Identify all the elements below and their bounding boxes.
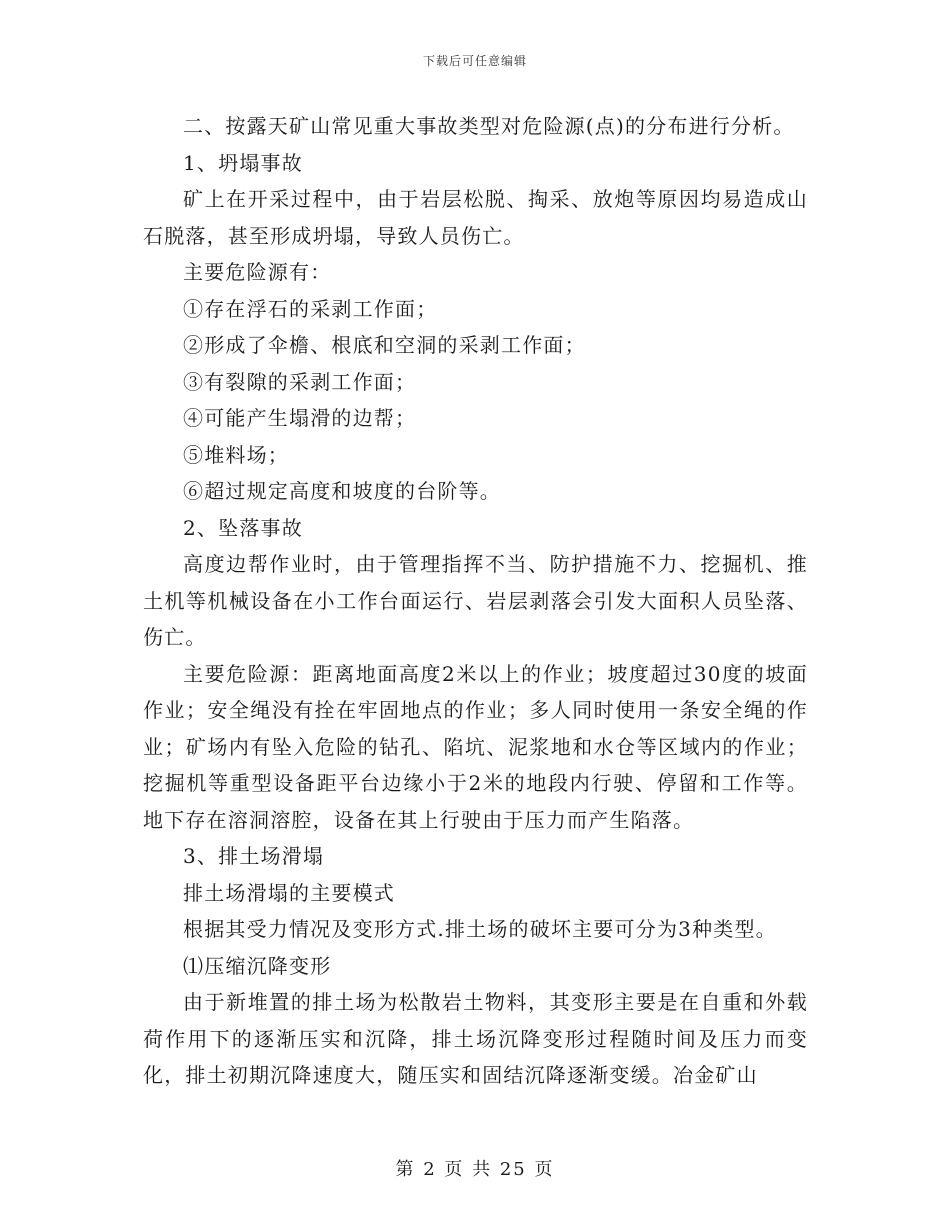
paragraph: 高度边帮作业时，由于管理指挥不当、防护措施不力、挖掘机、推土机等机械设备在小工作台面运行、岩层剥落会引发大面积人员坠落、伤亡。 bbox=[143, 552, 808, 649]
section-heading: 1、坍塌事故 bbox=[183, 150, 303, 175]
paragraph: 二、按露天矿山常见重大事故类型对危险源(点)的分布进行分析。 bbox=[183, 114, 795, 138]
page-number-footer: 第 2 页 共 25 页 bbox=[395, 1159, 555, 1180]
paragraph: 由于新堆置的排土场为松散岩土物料，其变形主要是在自重和外载荷作用下的逐渐压实和沉降，排土场沉降变形过程随时间及压力而变化，排土初期沉降速度大，随压实和固结沉降逐渐变缓。冶金矿山 bbox=[143, 990, 808, 1087]
list-item: ④可能产生塌滑的边帮； bbox=[183, 406, 417, 430]
list-item: ②形成了伞檐、根底和空洞的采剥工作面； bbox=[183, 333, 586, 357]
page-header-note: 下载后可任意编辑 bbox=[422, 54, 527, 68]
list-item: ①存在浮石的采剥工作面； bbox=[183, 296, 438, 321]
list-item: ③有裂隙的采剥工作面； bbox=[183, 369, 417, 394]
section-heading: 2、坠落事故 bbox=[183, 515, 303, 540]
paragraph: 主要危险源：距离地面高度2米以上的作业；坡度超过30度的坡面作业；安全绳没有拴在牢固地点的作业；多人同时使用一条安全绳的作业；矿场内有坠入危险的钻孔、陷坑、泥浆地和水仓等区域内的作业；挖掘机等重型设备距平台边缘小于2米的地段内行驶、停留和工作等。地下存在溶洞溶腔，设备在其上行驶由于压力而产生陷落。 bbox=[143, 661, 808, 832]
list-item: ⑤堆料场； bbox=[183, 442, 289, 467]
document-body bbox=[143, 108, 808, 1094]
paragraph: 主要危险源有： bbox=[183, 260, 332, 284]
section-heading: 3、排土场滑塌 bbox=[183, 844, 325, 868]
paragraph: 矿上在开采过程中，由于岩层松脱、掏采、放炮等原因均易造成山石脱落，甚至形成坍塌，导致人员伤亡。 bbox=[143, 187, 808, 248]
list-item: ⑥超过规定高度和坡度的台阶等。 bbox=[183, 479, 501, 503]
paragraph: 根据其受力情况及变形方式.排土场的破坏主要可分为3种类型。 bbox=[183, 917, 777, 941]
paragraph: 排土场滑塌的主要模式 bbox=[183, 880, 395, 905]
list-item: ⑴压缩沉降变形 bbox=[183, 953, 332, 978]
